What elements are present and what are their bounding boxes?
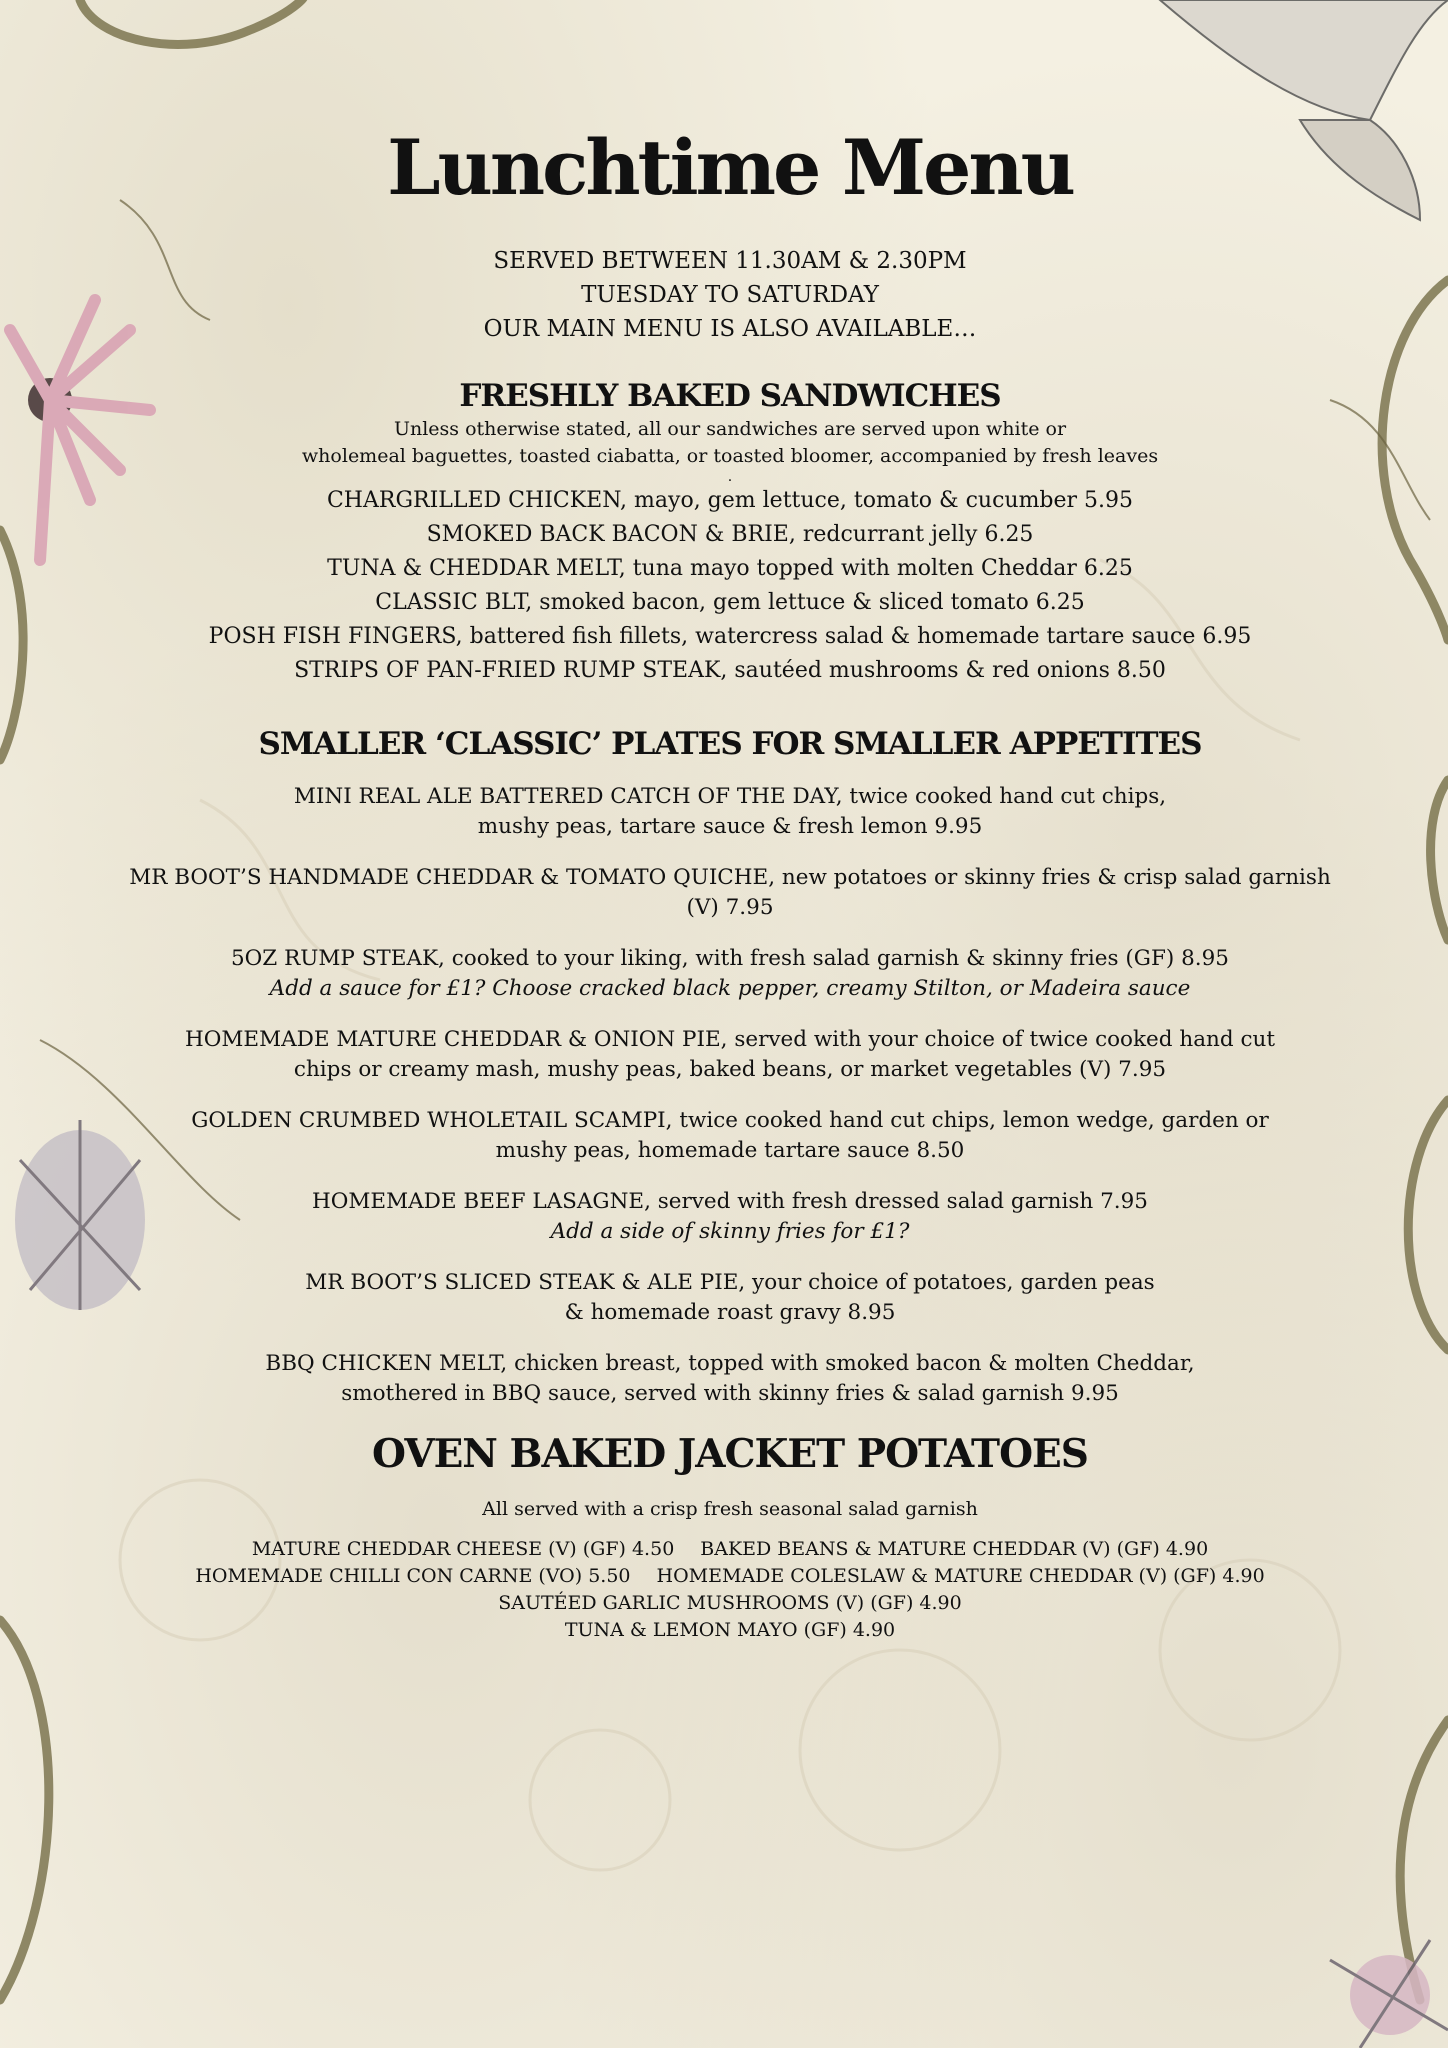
menu-item: CLASSIC BLT, smoked bacon, gem lettuce & sliced tomato 6.25 — [375, 590, 1085, 615]
item-line: MINI REAL ALE BATTERED CATCH OF THE DAY, twice cooked hand cut chips, — [293, 784, 1167, 809]
main-menu-note: OUR MAIN MENU IS ALSO AVAILABLE… — [483, 316, 977, 342]
item-note: Add a sauce for £1? Choose cracked black pepper, creamy Stilton, or Madeira sauce — [269, 976, 1191, 1001]
menu-item — [110, 782, 1350, 842]
menu-item — [110, 1025, 1350, 1085]
menu-item: TUNA & CHEDDAR MELT, tuna mayo topped with molten Cheddar 6.25 — [327, 556, 1133, 581]
item-line: MR BOOT’S HANDMADE CHEDDAR & TOMATO QUICHE, new potatoes or skinny fries & crisp salad garnish (V) 7.95 — [129, 865, 1331, 920]
menu-item: SAUTÉED GARLIC MUSHROOMS (V) (GF) 4.90 — [498, 1592, 962, 1614]
sandwich-list — [110, 484, 1350, 688]
menu-item: HOMEMADE COLESLAW & MATURE CHEDDAR (V) (GF) 4.90 — [656, 1565, 1265, 1587]
item-line: & homemade roast gravy 8.95 — [564, 1300, 896, 1325]
intro-line: wholemeal baguettes, toasted ciabatta, or toasted bloomer, accompanied by fresh leaves — [301, 445, 1159, 467]
menu-item — [110, 1349, 1350, 1409]
item-line: MR BOOT’S SLICED STEAK & ALE PIE, your choice of potatoes, garden peas — [305, 1270, 1155, 1295]
plates-heading: SMALLER ‘CLASSIC’ PLATES FOR SMALLER APPETITES — [258, 726, 1202, 762]
menu-item: HOMEMADE CHILLI CON CARNE (VO) 5.50 — [195, 1565, 631, 1587]
sandwiches-heading: FRESHLY BAKED SANDWICHES — [459, 378, 1001, 414]
item-line: mushy peas, tartare sauce & fresh lemon 9.95 — [477, 814, 983, 839]
item-line: HOMEMADE MATURE CHEDDAR & ONION PIE, served with your choice of twice cooked hand cut — [185, 1027, 1275, 1052]
serving-hours — [110, 244, 1350, 346]
hours-line: SERVED BETWEEN 11.30AM & 2.30PM — [493, 248, 967, 274]
menu-item — [110, 1106, 1350, 1166]
item-line: mushy peas, homemade tartare sauce 8.50 — [495, 1138, 965, 1163]
plates-list — [110, 782, 1350, 1409]
menu-item: STRIPS OF PAN-FRIED RUMP STEAK, sautéed mushrooms & red onions 8.50 — [294, 658, 1166, 683]
sandwiches-intro — [110, 416, 1350, 484]
menu-title: Lunchtime Menu — [387, 123, 1073, 212]
item-line: GOLDEN CRUMBED WHOLETAIL SCAMPI, twice cooked hand cut chips, lemon wedge, garden or — [191, 1108, 1269, 1133]
item-line: smothered in BBQ sauce, served with skinny fries & salad garnish 9.95 — [341, 1381, 1119, 1406]
menu-item: MATURE CHEDDAR CHEESE (V) (GF) 4.50 — [251, 1538, 675, 1560]
menu-item — [110, 863, 1350, 923]
lunchtime-menu — [110, 118, 1350, 1644]
intro-line: Unless otherwise stated, all our sandwiches are served upon white or — [393, 418, 1067, 440]
menu-item: BAKED BEANS & MATURE CHEDDAR (V) (GF) 4.90 — [700, 1538, 1209, 1560]
menu-item: POSH FISH FINGERS, battered fish fillets, watercress salad & homemade tartare sauce 6.95 — [208, 624, 1252, 649]
menu-item — [110, 1187, 1350, 1247]
item-line: chips or creamy mash, mushy peas, baked beans, or market vegetables (V) 7.95 — [293, 1057, 1167, 1082]
menu-item — [110, 944, 1350, 1004]
item-line: BBQ CHICKEN MELT, chicken breast, topped with smoked bacon & molten Cheddar, — [265, 1351, 1195, 1376]
menu-item: TUNA & LEMON MAYO (GF) 4.90 — [564, 1619, 896, 1641]
menu-item: SMOKED BACK BACON & BRIE, redcurrant jelly 6.25 — [426, 522, 1034, 547]
jackets-heading: OVEN BAKED JACKET POTATOES — [372, 1431, 1088, 1477]
menu-item: CHARGRILLED CHICKEN, mayo, gem lettuce, tomato & cucumber 5.95 — [326, 488, 1134, 513]
jackets-intro: All served with a crisp fresh seasonal salad garnish — [482, 1498, 978, 1520]
intro-line: . — [727, 469, 733, 485]
item-line: HOMEMADE BEEF LASAGNE, served with fresh dressed salad garnish 7.95 — [312, 1189, 1148, 1214]
menu-item — [110, 1268, 1350, 1328]
item-line: 5OZ RUMP STEAK, cooked to your liking, with fresh salad garnish & skinny fries (GF) 8.95 — [231, 946, 1229, 971]
jacket-row — [110, 1563, 1350, 1590]
jackets-list — [110, 1536, 1350, 1644]
days-line: TUESDAY TO SATURDAY — [581, 282, 879, 308]
jacket-row — [110, 1536, 1350, 1563]
item-note: Add a side of skinny fries for £1? — [550, 1219, 910, 1244]
